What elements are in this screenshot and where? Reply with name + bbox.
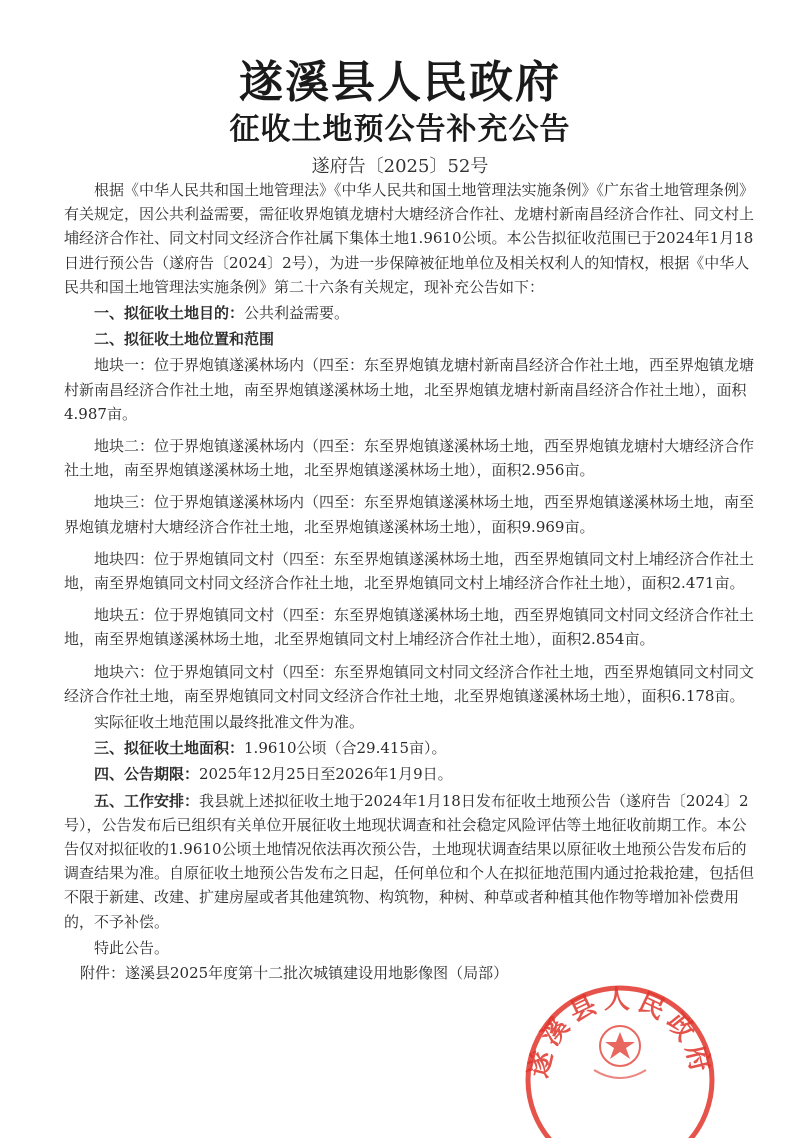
notice-subtitle: 征收土地预公告补充公告 [229,112,571,147]
official-seal [520,968,720,1138]
parcel-2: 地块二：位于界炮镇遂溪林场内（四至：东至界炮镇遂溪林场土地，西至界炮镇龙塘村大塘经济合作社土地，南至界炮镇遂溪林场土地，北至界炮镇遂溪林场土地），面积2.956亩。 [64,437,755,480]
scope-note: 实际征收土地范围以最终批准文件为准。 [94,713,365,732]
attachment-line: 附件：遂溪县2025年度第十二批次城镇建设用地影像图（局部） [80,964,509,982]
parcel-5: 地块五：位于界炮镇同文村（四至：东至界炮镇遂溪林场土地，西至界炮镇同文村同文经济合作社土地，南至界炮镇遂溪林场土地，北至界炮镇同文村上埔经济合作社土地），面积2.854亩。 [64,606,755,649]
parcel-3: 地块三：位于界炮镇遂溪林场内（四至：东至界炮镇遂溪林场土地，西至界炮镇遂溪林场土地，南至界炮镇龙塘村大塘经济合作社土地，北至界炮镇遂溪林场土地），面积9.969亩。 [64,493,755,536]
section-area: 三、拟征收土地面积：1.9610公顷（合29.415亩）。 [94,739,447,758]
closing-line: 特此公告。 [94,938,170,957]
section-arrangement: 五、工作安排：我县就上述拟征收土地于2024年1月18日发布征收土地预公告（遂府告〔2024〕2号），公告发布后已组织有关单位开展征收土地现状调查和社会稳定风险评估等土地征收前期工作。本公告仅对拟征收的1.9610公顷土地情况依法再次预公告，土地现状调查结果以原征收土地预公告发布后的调查结果为准。自原征收土地预公告发布之日起，任何单位和个人在拟征地范围内通过抢栽抢建，包括但不限于新建、改建、扩建房屋或者其他建筑物、构筑物，种树、种草或者种植其他作物等增加补偿费用的，不予补偿。 [64,791,755,931]
document-number: 遂府告〔2025〕52号 [311,156,489,177]
section-location-heading: 二、拟征收土地位置和范围 [94,330,275,349]
paragraph-intro: 根据《中华人民共和国土地管理法》《中华人民共和国土地管理法实施条例》《广东省土地管理条例》有关规定，因公共利益需要，需征收界炮镇龙塘村大塘经济合作社、龙塘村新南昌经济合作社、同文村上埔经济合作社、同文村同文经济合作社属下集体土地1.9610公顷。本公告拟征收范围已于2024年1月18日进行预公告（遂府告〔2024〕2号），为进一步保障被征地单位及相关权利人的知情权，根据《中华人民共和国土地管理法实施条例》第二十六条有关规定，现补充公告如下： [64,181,755,296]
section-period: 四、公告期限：2025年12月25日至2026年1月9日。 [94,765,453,784]
issuer-title: 遂溪县人民政府 [239,57,561,108]
section-purpose: 一、拟征收土地目的：公共利益需要。 [94,304,350,323]
parcel-1: 地块一：位于界炮镇遂溪林场内（四至：东至界炮镇龙塘村新南昌经济合作社土地，西至界炮镇龙塘村新南昌经济合作社土地，南至界炮镇遂溪林场土地，北至界炮镇龙塘村新南昌经济合作社土地），面积4.987亩。 [64,356,755,423]
notice-body [64,178,754,962]
svg-text:遂溪县人民政府: 遂溪县人民政府 [523,985,717,1081]
parcel-6: 地块六：位于界炮镇同文村（四至：东至界炮镇同文村同文经济合作社土地，西至界炮镇同文村同文经济合作社土地，南至界炮镇同文村同文经济合作社土地，北至界炮镇遂溪林场土地），面积6.178亩。 [64,662,755,705]
parcel-4: 地块四：位于界炮镇同文村（四至：东至界炮镇遂溪林场土地，西至界炮镇同文村上埔经济合作社土地，南至界炮镇同文村同文经济合作社土地，北至界炮镇同文村上埔经济合作社土地），面积2.471亩。 [64,549,755,593]
